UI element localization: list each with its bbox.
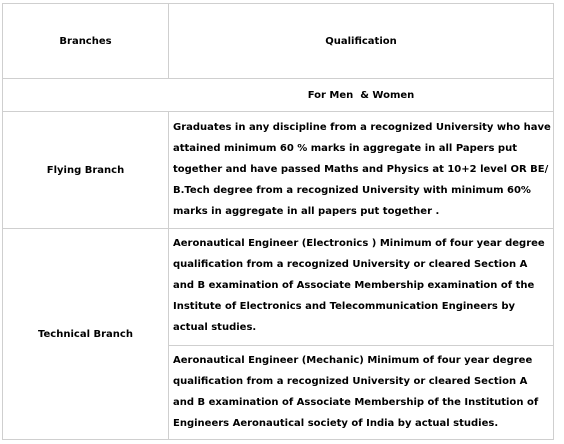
qualification-cell-flying: [173, 117, 551, 223]
branch-label-technical: Technical Branch: [38, 328, 133, 340]
subheader-label: For Men & Women: [307, 89, 415, 101]
qualification-text-mechanic: Aeronautical Engineer (Mechanic) Minimum of four year degree qualification from a recognized University or cleared Section A and B examination of Associate Membership of the Institution of Engineers Aeronautical society of India by actual studies.: [173, 355, 539, 429]
header-qualification-label: Qualification: [325, 35, 397, 47]
table-border-right: [553, 3, 554, 440]
row-divider-technical-subrows: [168, 345, 554, 346]
header-qualification: [169, 4, 553, 78]
branch-cell-flying: [3, 112, 168, 228]
body-column-divider: [168, 111, 169, 440]
qualification-cell-electronics: [173, 233, 551, 343]
qualification-cell-mechanic: [173, 350, 551, 438]
branch-cell-technical: [3, 229, 168, 439]
qualification-text-flying: Graduates in any discipline from a recognized University who have attained minimum 60 % marks in aggregate in all Papers put together and have passed Maths and Physics at 10+2 level OR BE/ B.Tech degree from a recognized University with minimum 60% marks in aggregate in all papers put together .: [173, 122, 551, 217]
header-branches: [3, 4, 168, 78]
subheader-row: [169, 79, 553, 111]
table-border-bottom: [2, 439, 554, 440]
qualification-text-electronics: Aeronautical Engineer (Electronics ) Minimum of four year degree qualification from a recognized University or cleared Section A and B examination of Associate Membership examination of the Institute of Electronics and Telecommunication Engineers by actual studies.: [173, 238, 545, 333]
branch-label-flying: Flying Branch: [46, 164, 125, 176]
header-branches-label: Branches: [59, 35, 112, 47]
